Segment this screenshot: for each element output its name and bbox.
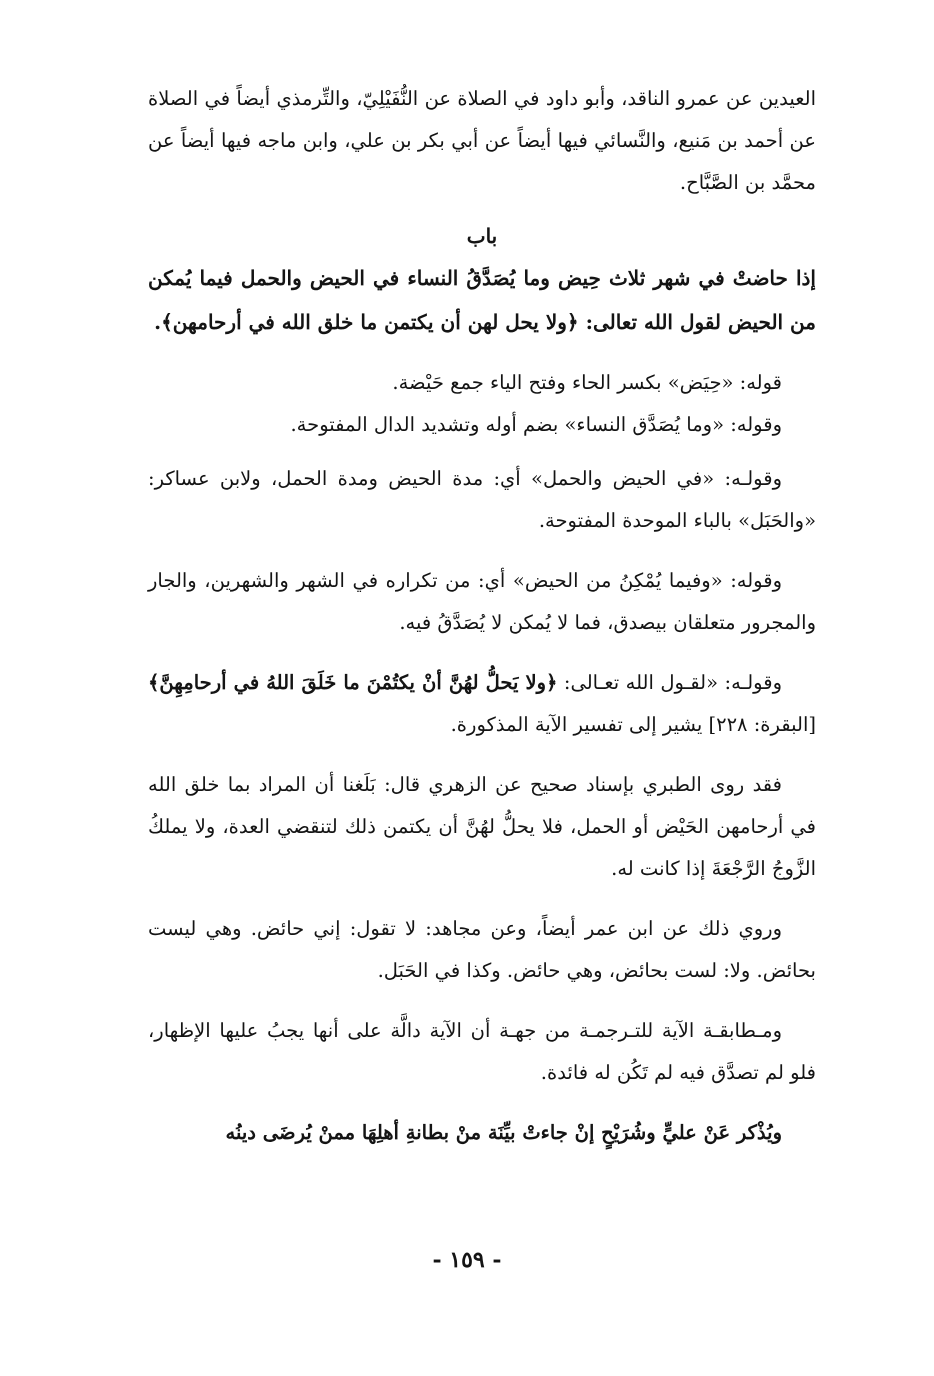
- paragraph-hiyad: قوله: «حِيَض» بكسر الحاء وفتح الياء جمع حَيْضة.: [392, 371, 782, 394]
- chapter-title: باب: [466, 224, 498, 248]
- spacer: [148, 542, 816, 560]
- paragraph-yusaddaq: وقوله: «وما يُصَدَّق النساء» بضم أوله وتشديد الدال المفتوحة.: [290, 413, 782, 436]
- paragraph-mutabaqa: ومـطابقـة الآية للتـرجمـة من جهـة أن الآية دالَّة على أنها يجبُ عليها الإظهار، فلو لم تصدَّق فيه لم تَكُن له فائدة.: [148, 1019, 816, 1084]
- page-number: - ١٥٩ -: [432, 1247, 502, 1273]
- paragraph-tabari: فقد روى الطبري بإسناد صحيح عن الزهري قال: بَلَغنا أن المراد بما خلق الله في أرحامهن الحَيْض أو الحمل، فلا يحلُّ لهُنَّ أن يكتمن ذلك لتنقضي العدة، ولا يملكُ الزَّوجُ الرَّجْعَةَ إذا كانت له.: [148, 773, 816, 880]
- spacer: [148, 644, 816, 662]
- book-page: [148, 78, 816, 1318]
- verse-lead: وقولـه: «لقـول الله تعـالى:: [557, 671, 782, 694]
- spacer: [148, 446, 816, 458]
- spacer: [148, 890, 816, 908]
- spacer: [148, 1094, 816, 1112]
- paragraph-yumkin: وقوله: «وفيما يُمْكِنُ من الحيض» أي: من تكراره في الشهر والشهرين، والجار والمجرور متعلقان بيصدق، فما لا يُمكن لا يُصَدَّقُ فيه.: [148, 569, 816, 634]
- paragraph-yudhkar: ويُذْكر عَنْ عليٍّ وشُرَيْحٍ إنْ جاءتْ بيِّنَة منْ بطانةِ أهلِهَا ممنْ يُرضَى دينُه: [225, 1121, 782, 1144]
- paragraph-verse-commentary: [148, 662, 816, 746]
- paragraph-ibn-umar: وروي ذلك عن ابن عمر أيضاً، وعن مجاهد: لا تقول: إني حائض. وهي ليست بحائض. ولا: لست بحائض، وهي حائض. وكذا في الحَبَل.: [148, 917, 816, 982]
- quran-verse: ﴿ولا يَحلُّ لهُنَّ أنْ يكتُمْنَ ما خَلَقَ اللهُ في أرحامِهِنَّ﴾: [148, 671, 558, 694]
- spacer: [148, 204, 816, 216]
- spacer: [148, 746, 816, 764]
- verse-reference: [البقرة: ٢٢٨] يشير إلى تفسير الآية المذكورة.: [450, 713, 816, 736]
- spacer: [148, 344, 816, 362]
- spacer: [148, 992, 816, 1010]
- paragraph-continuation: العيدين عن عمرو الناقد، وأبو داود في الصلاة عن النُّفَيْلِيّ، والتِّرمذي أيضاً في الصلاة عن أحمد بن مَنيع، والنَّسائي فيها أيضاً عن أبي بكر بن علي، وابن ماجه فيها أيضاً عن محمَّد بن الصَّبَّاح.: [148, 87, 816, 194]
- paragraph-hayd-haml: وقولـه: «في الحيض والحمل» أي: مدة الحيض ومدة الحمل، ولابن عساكر: «والحَبَل» بالباء الموحدة المفتوحة.: [148, 467, 816, 532]
- chapter-heading: إذا حاضتْ في شهر ثلاث حِيض وما يُصَدَّقُ النساء في الحيض والحمل فيما يُمكن من الحيض لقول الله تعالى: ﴿ولا يحل لهن أن يكتمن ما خلق الله في أرحامهن﴾.: [148, 266, 816, 334]
